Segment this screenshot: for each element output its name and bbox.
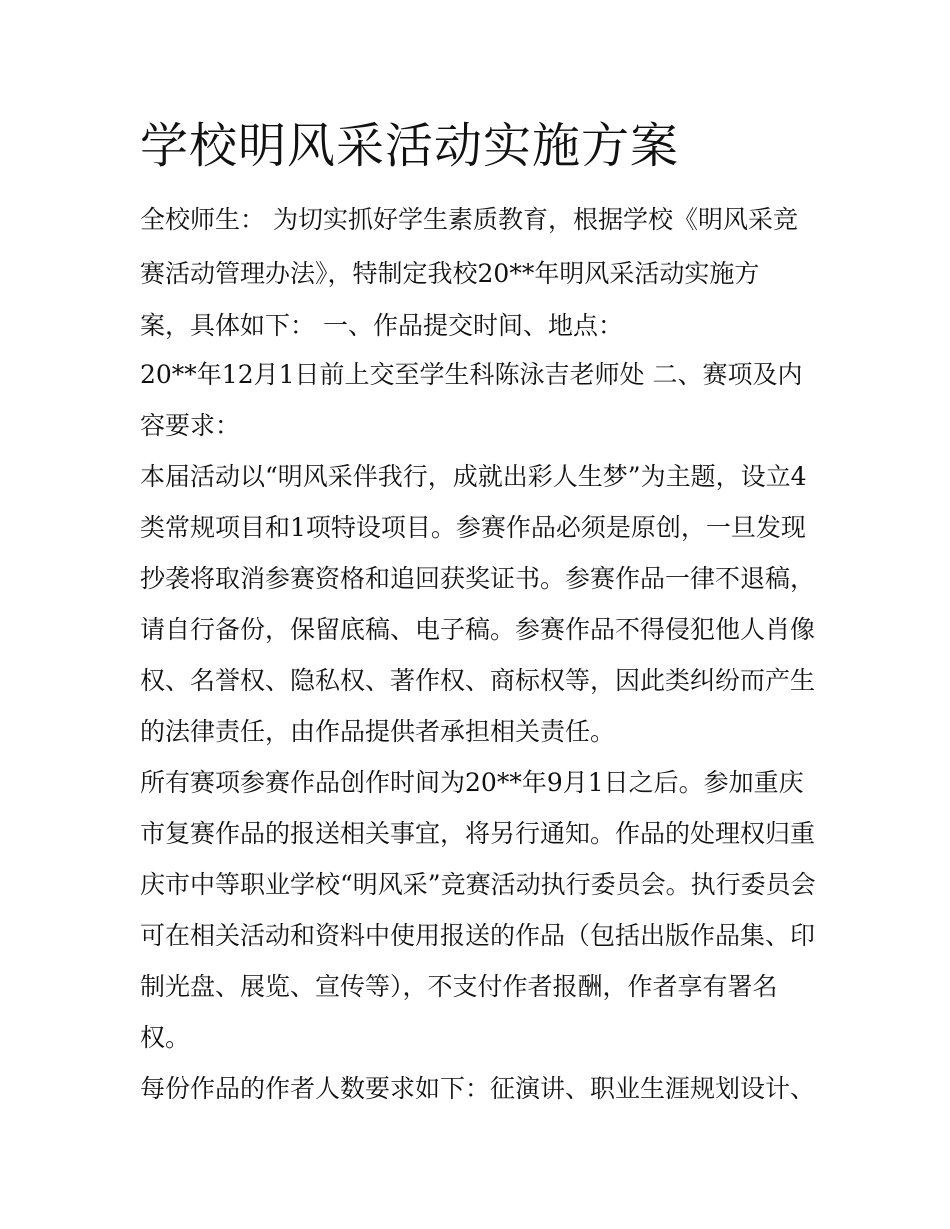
paragraph-line: 案，具体如下： 一、作品提交时间、地点： <box>140 311 623 340</box>
paragraph-line: 抄袭将取消参赛资格和追回获奖证书。参赛作品一律不退稿， <box>140 564 816 593</box>
paragraph-line: 的法律责任，由作品提供者承担相关责任。 <box>140 717 616 746</box>
paragraph-line: 市复赛作品的报送相关事宜，将另行通知。作品的处理权归重 <box>140 819 816 848</box>
paragraph-line: 权。 <box>140 1023 191 1052</box>
paragraph-line: 容要求： <box>140 411 241 440</box>
paragraph-line: 庆市中等职业学校“明风采”竞赛活动执行委员会。执行委员会 <box>140 870 816 899</box>
paragraph-line: 类常规项目和1项特设项目。参赛作品必须是原创，一旦发现 <box>140 513 806 542</box>
paragraph-line: 20**年12月1日前上交至学生科陈泳吉老师处 二、赛项及内 <box>140 360 803 389</box>
document-title: 学校明风采活动实施方案 <box>140 118 680 174</box>
paragraph-line: 请自行备份，保留底稿、电子稿。参赛作品不得侵犯他人肖像 <box>140 615 816 644</box>
paragraph-line: 本届活动以“明风采伴我行，成就出彩人生梦”为主题，设立4 <box>140 462 807 491</box>
paragraph-line: 可在相关活动和资料中使用报送的作品（包括出版作品集、印 <box>140 921 816 950</box>
paragraph-line: 权、名誉权、隐私权、著作权、商标权等，因此类纠纷而产生 <box>140 666 816 695</box>
paragraph-line: 赛活动管理办法》，特制定我校20**年明风采活动实施方 <box>140 259 760 288</box>
paragraph-line: 制光盘、展览、宣传等），不支付作者报酬，作者享有署名 <box>140 972 778 1001</box>
paragraph-line: 全校师生： 为切实抓好学生素质教育，根据学校《明风采竞 <box>140 205 798 234</box>
paragraph-line: 每份作品的作者人数要求如下：征演讲、职业生涯规划设计、 <box>140 1074 816 1103</box>
paragraph-line: 所有赛项参赛作品创作时间为20**年9月1日之后。参加重庆 <box>140 768 804 797</box>
